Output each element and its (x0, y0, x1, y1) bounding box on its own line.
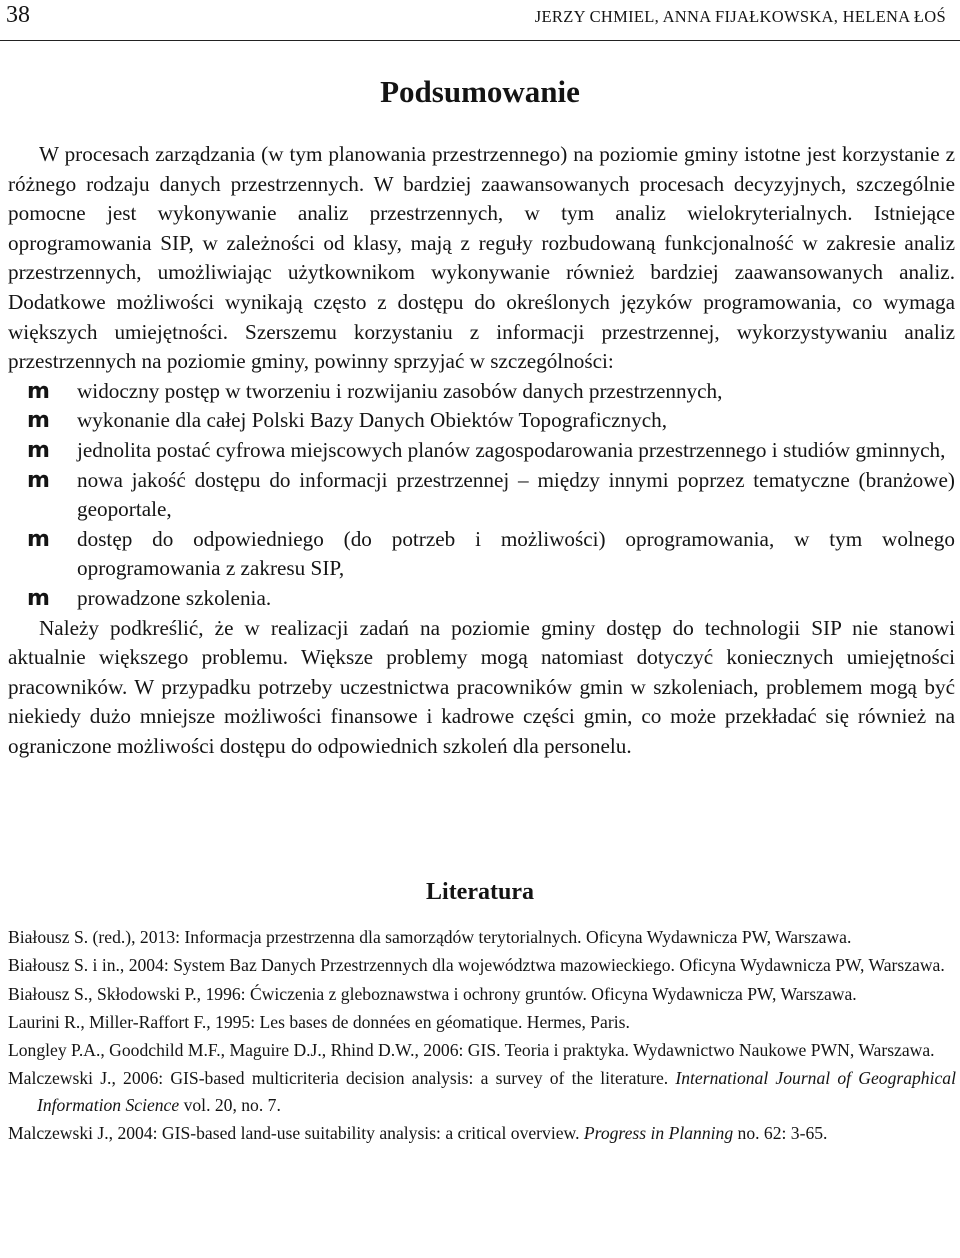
bullet-text: jednolita postać cyfrowa miejscowych planów zagospodarowania przestrzennego i studiów gminnych, (77, 437, 946, 462)
bullet-icon: m (27, 526, 50, 552)
page-number: 38 (6, 2, 30, 28)
reference-text: no. 62: 3-65. (733, 1123, 828, 1144)
bullet-item (8, 584, 955, 614)
bullet-text: wykonanie dla całej Polski Bazy Danych Obiektów Topograficznych, (77, 408, 668, 433)
reference-item: Białousz S. i in., 2004: System Baz Danych Przestrzennych dla województwa mazowieckiego. Oficyna Wydawnicza PW, Warszawa. (8, 955, 945, 976)
bullet-item (8, 406, 955, 436)
reference-text: Malczewski J., 2004: GIS-based land-use suitability analysis: a critical overview. (8, 1123, 584, 1144)
reference-item: Laurini R., Miller-Raffort F., 1995: Les bases de données en géomatique. Hermes, Paris. (8, 1011, 630, 1032)
bullet-icon: m (27, 585, 50, 611)
reference-item: Białousz S., Skłodowski P., 1996: Ćwiczenia z gleboznawstwa i ochrony gruntów. Oficyna Wydawnicza PW, Warszawa. (8, 983, 857, 1004)
reference-journal: International Journal of Geographical Information Science (37, 1068, 956, 1115)
running-header (0, 0, 960, 41)
bullet-item (8, 436, 955, 466)
running-head-authors: JERZY CHMIEL, ANNA FIJAŁKOWSKA, HELENA ŁOŚ (534, 7, 946, 26)
closing-paragraph: Należy podkreślić, że w realizacji zadań na poziomie gminy dostęp do technologii SIP nie stanowi aktualnie większego problemu. Większe problemy mogą natomiast dotyczyć koniecznych umiejętności pracowników. W przypadku potrzeby uczestnictwa pracowników gmin w szkoleniach, problemem mogą być niekiedy dużo mniejsze możliwości finansowe i kadrowe części gmin, co może przekładać się również na ograniczone możliwości dostępu do odpowiednich szkoleń dla personelu. (8, 615, 955, 758)
intro-paragraph: W procesach zarządzania (w tym planowania przestrzennego) na poziomie gminy istotne jest korzystanie z różnego rodzaju danych przestrzennych. W bardziej zaawansowanych procesach decyzyjnych, szczególnie pomocne jest wykonywanie analiz przestrzennych, w tym analiz wielokryterialnych. Istniejące oprogramowania SIP, w zależności od klasy, mają z reguły rozbudowaną funkcjonalność w zakresie analiz przestrzennych, umożliwiając użytkownikom wykonywanie również bardziej zaawansowanych analiz. Dodatkowe możliwości wynikają często z dostępu do określonych języków programowania, co wymaga większych umiejętności. Szerszemu korzystaniu z informacji przestrzennej, wykorzystywaniu analiz przestrzennych na poziomie gminy, powinny sprzyjać w szczególności: (8, 142, 955, 374)
bullet-text: dostęp do odpowiedniego (do potrzeb i możliwości) oprogramowania, w tym wolnego oprogramowania z zakresu SIP, (77, 526, 955, 581)
reference-journal: Progress in Planning (583, 1123, 734, 1144)
reference-text: Malczewski J., 2006: GIS-based multicriteria decision analysis: a survey of the literature. (8, 1068, 676, 1089)
bullet-icon: m (27, 408, 50, 434)
bullet-icon: m (27, 378, 50, 404)
bullet-icon: m (27, 467, 50, 493)
reference-item: Longley P.A., Goodchild M.F., Maguire D.J., Rhind D.W., 2006: GIS. Teoria i praktyka. Wydawnictwo Naukowe PWN, Warszawa. (8, 1040, 935, 1061)
reference-item (8, 1065, 956, 1118)
summary-body (8, 140, 955, 761)
bullet-text: widoczny postęp w tworzeniu i rozwijaniu zasobów danych przestrzennych, (77, 378, 723, 403)
bullet-icon: m (27, 437, 50, 463)
bullet-text: prowadzone szkolenia. (77, 585, 272, 610)
reference-item: Białousz S. (red.), 2013: Informacja przestrzenna dla samorządów terytorialnych. Oficyna Wydawnicza PW, Warszawa. (8, 927, 852, 947)
bullet-item (8, 525, 955, 584)
reference-list (8, 924, 956, 1148)
bullet-item (8, 377, 955, 407)
reference-text: vol. 20, no. 7. (179, 1094, 281, 1115)
bullet-text: nowa jakość dostępu do informacji przestrzennej – między innymi poprzez tematyczne (branżowe) geoportale, (77, 467, 955, 522)
literature-title: Literatura (426, 879, 534, 905)
reference-item (8, 1120, 956, 1146)
bullet-item (8, 466, 955, 525)
section-title: Podsumowanie (380, 74, 580, 109)
bullet-list (8, 377, 955, 614)
